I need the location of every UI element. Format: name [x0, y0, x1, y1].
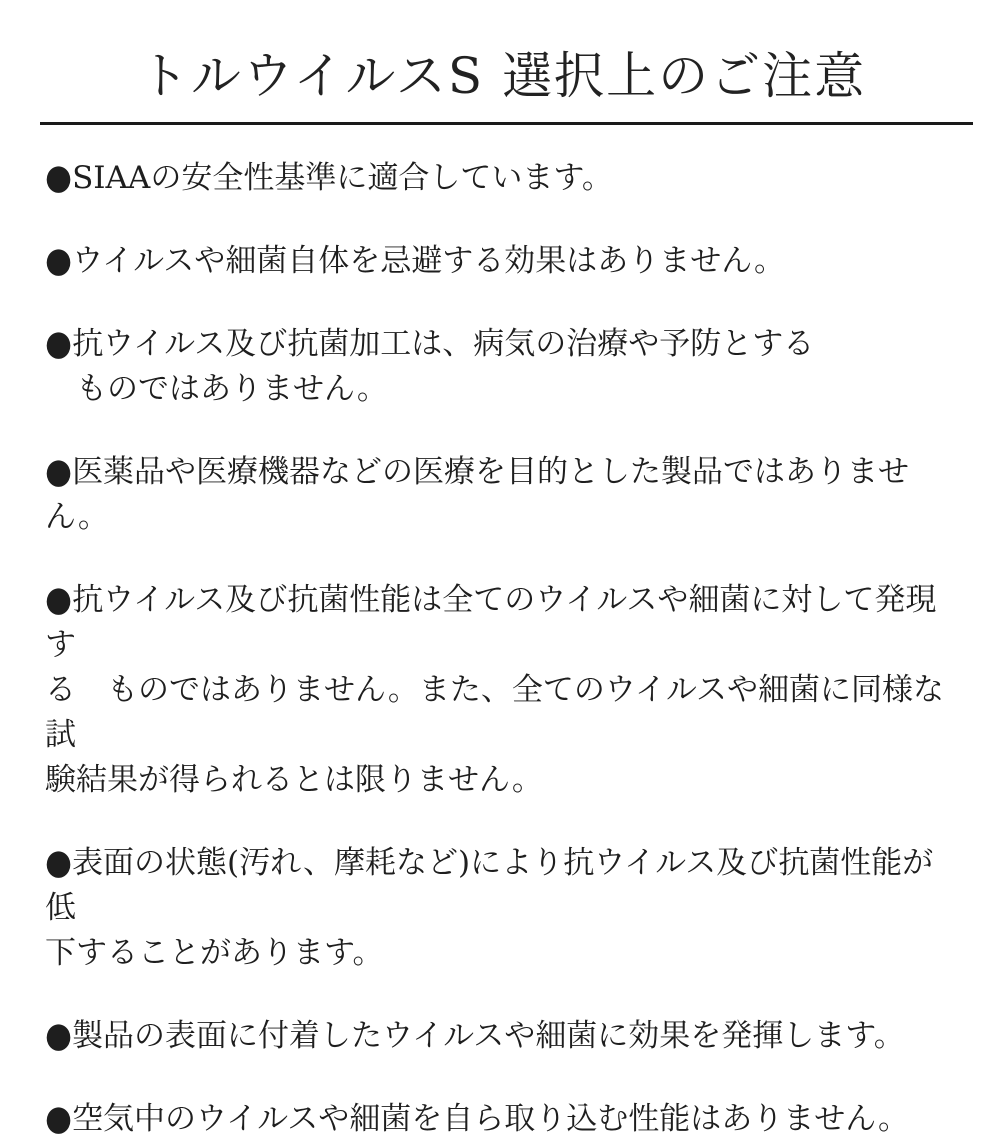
notice-line	[45, 668, 960, 758]
notice-item-not-medical-product	[45, 450, 960, 540]
notice-item-no-air-intake	[45, 1097, 960, 1142]
notice-item-surface-effect	[45, 1014, 960, 1059]
notice-item-siaa	[45, 156, 960, 201]
bullet-icon: ●	[45, 1098, 73, 1139]
page-title: トルウイルスS 選択上のご注意	[138, 47, 867, 105]
bullet-icon: ●	[45, 323, 73, 364]
bullet-icon: ●	[45, 240, 73, 281]
notice-text: ものではありません。	[45, 371, 388, 407]
notice-line	[45, 841, 960, 931]
notice-line	[45, 322, 960, 367]
notice-list	[45, 156, 960, 1142]
notice-item-not-medical-purpose	[45, 322, 960, 412]
notice-line	[45, 1014, 960, 1059]
notice-text: 抗ウイルス及び抗菌性能は全てのウイルスや細菌に対して発現す	[45, 582, 937, 663]
notice-line	[45, 239, 960, 284]
bullet-icon: ●	[45, 1015, 73, 1056]
bullet-icon: ●	[45, 451, 73, 492]
notice-line	[45, 931, 960, 976]
notice-line	[45, 758, 960, 803]
notice-item-no-repel	[45, 239, 960, 284]
notice-text: る ものではありません。また、全てのウイルスや細菌に同様な試	[45, 672, 944, 753]
notice-text: 抗ウイルス及び抗菌加工は、病気の治療や予防とする	[72, 326, 815, 362]
bullet-icon: ●	[45, 842, 73, 883]
notice-line	[45, 578, 960, 668]
notice-line	[45, 367, 960, 412]
notice-text: SIAAの安全性基準に適合しています。	[72, 160, 613, 196]
notice-item-not-all-viruses	[45, 578, 960, 803]
notice-text: 医薬品や医療機器などの医療を目的とした製品ではありません。	[45, 454, 910, 535]
notice-line	[45, 450, 960, 540]
title-divider	[40, 122, 973, 125]
notice-text: 空気中のウイルスや細菌を自ら取り込む性能はありません。	[72, 1101, 910, 1137]
notice-item-surface-wear	[45, 841, 960, 976]
notice-text: 下することがあります。	[45, 935, 384, 971]
bullet-icon: ●	[45, 157, 73, 198]
notice-text: ウイルスや細菌自体を忌避する効果はありません。	[72, 243, 786, 279]
bullet-icon: ●	[45, 579, 73, 620]
notice-line	[45, 156, 960, 201]
notice-text: 製品の表面に付着したウイルスや細菌に効果を発揮します。	[72, 1018, 905, 1054]
notice-line	[45, 1097, 960, 1142]
notice-text: 表面の状態(汚れ、摩耗など)により抗ウイルス及び抗菌性能が低	[45, 845, 934, 926]
notice-text: 験結果が得られるとは限りません。	[45, 762, 543, 798]
